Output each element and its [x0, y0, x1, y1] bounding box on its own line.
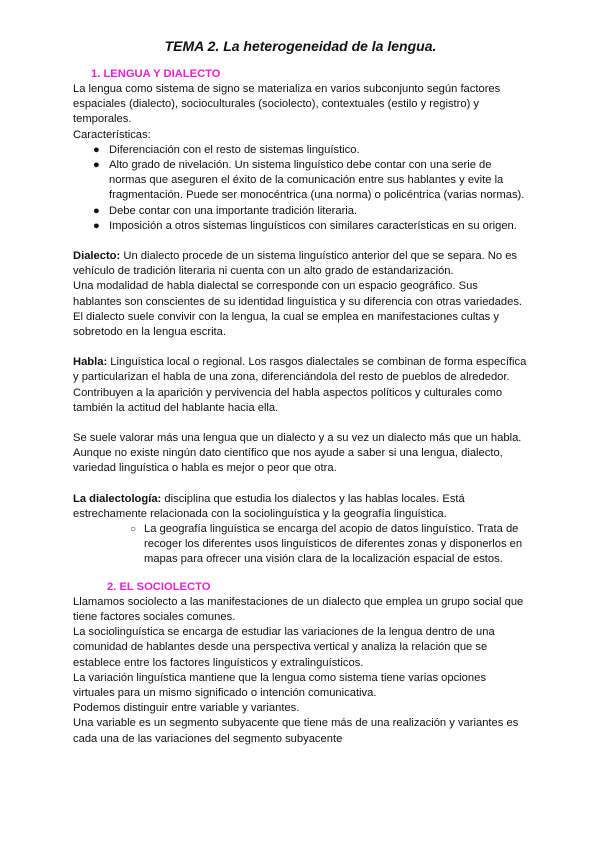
habla-term: Habla:	[73, 356, 108, 369]
bullet-icon: ●	[93, 159, 100, 172]
section-heading-lengua-dialecto: 1. LENGUA Y DIALECTO	[91, 68, 221, 80]
dialecto-paragraph: Dialecto: Un dialecto procede de un sistema linguístico anterior del que se separa. No es vehículo de tradición literaria ni cuenta con un alto grado de estandarización.	[73, 250, 518, 278]
bullet-icon: ●	[93, 204, 100, 217]
sociolecto-paragraph-1: Llamamos sociolecto a las manifestaciones de un dialecto que emplea un grupo social que tiene factores sociales comunes.	[73, 595, 524, 623]
list-item: ● Alto grado de nivelación. Un sistema linguístico debe contar con una serie de normas que aseguren el éxito de la comunicación entre sus hablantes y evite la fragmentación. Puede ser monocéntrica (una norma) o policéntrica (varias normas).	[93, 159, 525, 202]
intro-paragraph: La lengua como sistema de signo se materializa en varios subconjunto según factores espaciales (dialecto), socioculturales (sociolecto), contextuales (estilo y registro) y temporales.	[73, 83, 501, 126]
dialecto-term: Dialecto:	[73, 250, 121, 263]
circle-bullet-icon: ○	[130, 524, 137, 536]
sociolecto-paragraph-4: Podemos distinguir entre variable y variantes.	[73, 702, 300, 715]
dialectologia-paragraph: La dialectología: disciplina que estudia los dialectos y las hablas locales. Está estrechamente relacionada con la sociolinguística y la geografía linguística.	[73, 492, 465, 520]
sociolecto-paragraph-3: La variación linguística mantiene que la lengua como sistema tiene varias opciones virtuales para un mismo significado o intención comunicativa.	[73, 671, 486, 699]
page-title: TEMA 2. La heterogeneidad de la lengua.	[164, 38, 437, 54]
habla-paragraph: Habla: Linguística local o regional. Los rasgos dialectales se combinan de forma específica y particularizan el habla de una zona, diferenciándola del resto de pueblos de alrededor. Contribuyen a la aparición y pervivencia del habla aspectos políticos y culturales como también la actitud del hablante hacia ella.	[73, 356, 527, 414]
bullet-icon: ●	[93, 219, 100, 232]
list-item: ● Debe contar con una importante tradición literaria.	[93, 204, 528, 219]
dialecto-paragraph-3: El dialecto suele convivir con la lengua, la cual se emplea en manifestaciones cultas y sobretodo en la lengua escrita.	[73, 310, 499, 339]
characteristics-list	[73, 143, 528, 234]
sociolecto-paragraph-2: La sociolinguística se encarga de estudiar las variaciones de la lengua dentro de una comunidad de hablantes desde una perspectiva vertical y analiza la relación que se establece entre los factores linguísticos y extralinguísticos.	[73, 626, 495, 669]
list-item: ○ La geografía linguística se encarga del acopio de datos linguístico. Trata de recoger los diferentes usos linguísticos de diferentes zonas y disponerlos en mapas para ofrecer una visión clara de la localización espacial de estos.	[130, 523, 523, 566]
dialectologia-term: La dialectología:	[73, 492, 162, 505]
dialecto-paragraph-2: Una modalidad de habla dialectal se corresponde con un espacio geográfico. Sus hablantes son conscientes de su identidad linguística y su diferencia con otras variedades.	[73, 280, 523, 308]
bullet-icon: ●	[93, 143, 100, 156]
list-item: ● Imposición a otros sistemas linguísticos con similares características en su origen.	[93, 219, 528, 234]
sociolecto-paragraph-5: Una variable es un segmento subyacente que tiene más de una realización y variantes es cada una de las variaciones del segmento subyacente	[73, 717, 519, 745]
list-item: ● Diferenciación con el resto de sistemas linguístico.	[93, 143, 528, 158]
characteristics-label: Características:	[73, 128, 151, 141]
section-heading-sociolecto: 2. EL SOCIOLECTO	[107, 580, 211, 593]
dialectologia-sublist	[73, 522, 528, 568]
valoracion-paragraph: Se suele valorar más una lengua que un dialecto y a su vez un dialecto más que un habla. Aunque no existe ningún dato científico que nos ayude a saber si una lengua, dialecto, variedad linguística o habla es mejor o peor que otra.	[73, 432, 522, 475]
